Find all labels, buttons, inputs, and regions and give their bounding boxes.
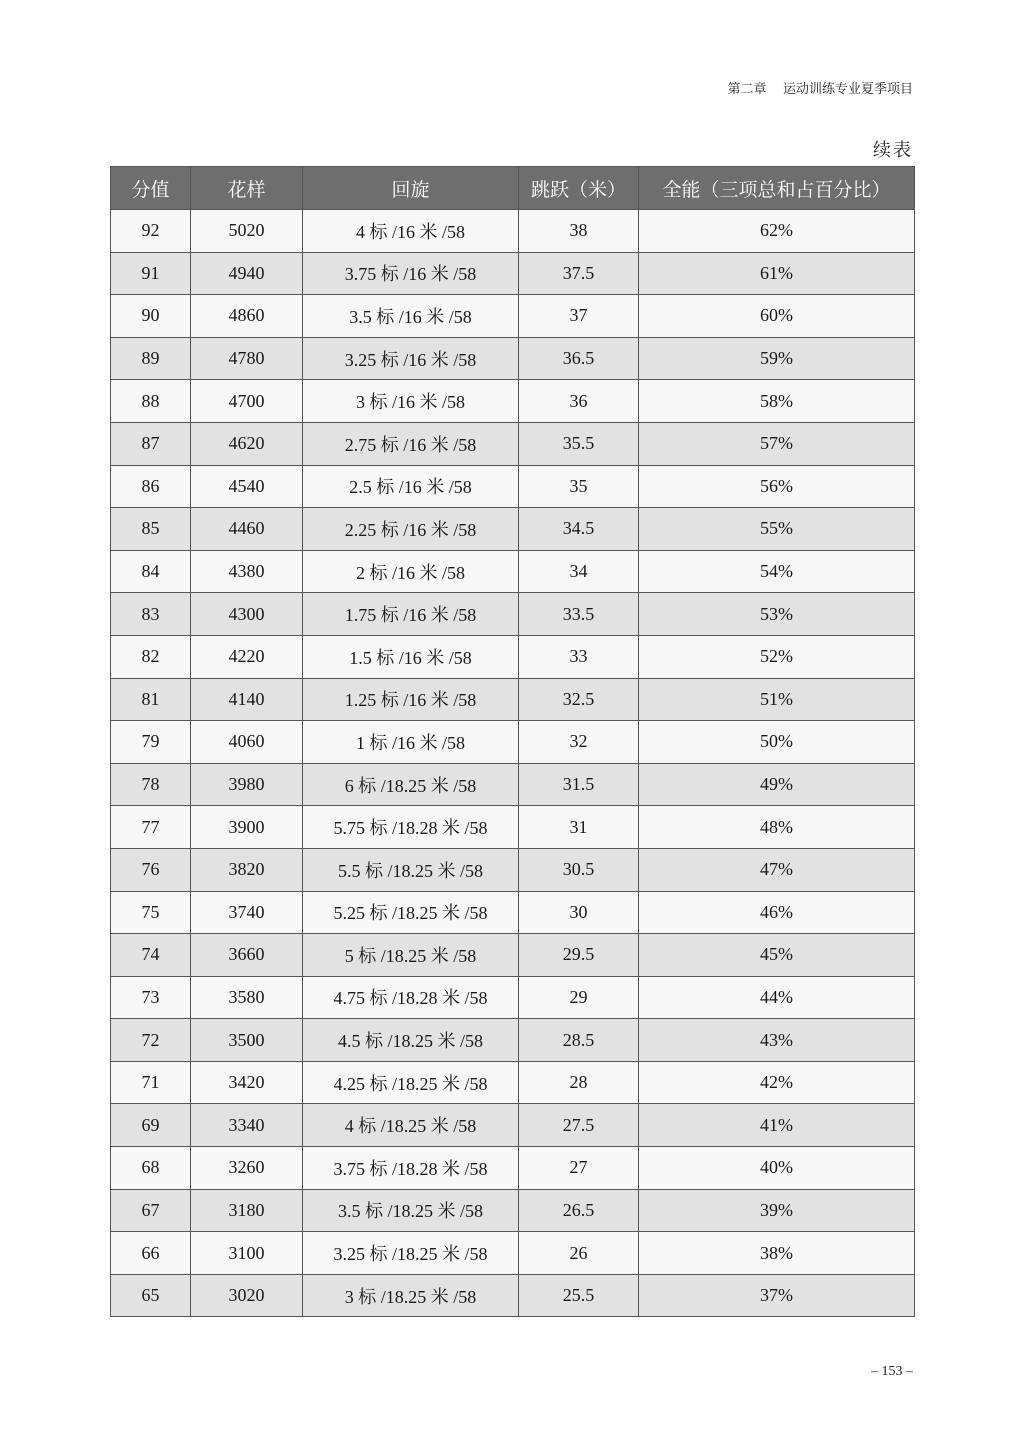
table-row (111, 380, 915, 423)
cell-score: 67 (111, 1189, 191, 1232)
cell-overall: 58% (639, 380, 915, 423)
cell-score: 90 (111, 295, 191, 338)
cell-score: 89 (111, 337, 191, 380)
cell-slalom: 3.5 标 /18.25 米 /58 (303, 1189, 519, 1232)
cell-freestyle: 4220 (191, 635, 303, 678)
table-row (111, 891, 915, 934)
cell-overall: 47% (639, 848, 915, 891)
cell-slalom: 4.25 标 /18.25 米 /58 (303, 1061, 519, 1104)
table-row (111, 934, 915, 977)
cell-score: 77 (111, 806, 191, 849)
cell-score: 75 (111, 891, 191, 934)
table-row (111, 806, 915, 849)
cell-freestyle: 3500 (191, 1019, 303, 1062)
cell-jump: 37 (519, 295, 639, 338)
cell-jump: 34.5 (519, 508, 639, 551)
cell-jump: 34 (519, 550, 639, 593)
cell-score: 65 (111, 1274, 191, 1317)
cell-overall: 44% (639, 976, 915, 1019)
cell-score: 82 (111, 635, 191, 678)
cell-overall: 42% (639, 1061, 915, 1104)
cell-overall: 60% (639, 295, 915, 338)
cell-score: 87 (111, 422, 191, 465)
cell-overall: 49% (639, 763, 915, 806)
continuation-label: 续表 (873, 140, 913, 161)
cell-overall: 37% (639, 1274, 915, 1317)
cell-jump: 37.5 (519, 252, 639, 295)
table-row (111, 1061, 915, 1104)
cell-freestyle: 3900 (191, 806, 303, 849)
cell-slalom: 4 标 /16 米 /58 (303, 210, 519, 253)
table-row (111, 210, 915, 253)
column-header-slalom: 回旋 (303, 167, 519, 210)
table-row (111, 678, 915, 721)
cell-freestyle: 3260 (191, 1147, 303, 1190)
table-row (111, 763, 915, 806)
table-row (111, 337, 915, 380)
column-header-jump: 跳跃（米） (519, 167, 639, 210)
chapter-title: 运动训练专业夏季项目 (782, 82, 913, 97)
cell-freestyle: 4620 (191, 422, 303, 465)
cell-overall: 38% (639, 1232, 915, 1275)
table-row (111, 1147, 915, 1190)
cell-overall: 51% (639, 678, 915, 721)
cell-overall: 55% (639, 508, 915, 551)
cell-score: 84 (111, 550, 191, 593)
column-header-freestyle: 花样 (191, 167, 303, 210)
cell-score: 83 (111, 593, 191, 636)
cell-slalom: 5.75 标 /18.28 米 /58 (303, 806, 519, 849)
cell-jump: 31 (519, 806, 639, 849)
cell-slalom: 1.25 标 /16 米 /58 (303, 678, 519, 721)
cell-freestyle: 3660 (191, 934, 303, 977)
cell-overall: 48% (639, 806, 915, 849)
cell-freestyle: 4700 (191, 380, 303, 423)
cell-score: 91 (111, 252, 191, 295)
cell-freestyle: 4860 (191, 295, 303, 338)
cell-slalom: 2.75 标 /16 米 /58 (303, 422, 519, 465)
cell-score: 74 (111, 934, 191, 977)
cell-freestyle: 4780 (191, 337, 303, 380)
cell-score: 76 (111, 848, 191, 891)
cell-score: 79 (111, 721, 191, 764)
cell-jump: 25.5 (519, 1274, 639, 1317)
cell-slalom: 3.25 标 /16 米 /58 (303, 337, 519, 380)
cell-jump: 26 (519, 1232, 639, 1275)
cell-overall: 39% (639, 1189, 915, 1232)
cell-slalom: 3.5 标 /16 米 /58 (303, 295, 519, 338)
cell-freestyle: 3180 (191, 1189, 303, 1232)
cell-score: 78 (111, 763, 191, 806)
cell-jump: 36.5 (519, 337, 639, 380)
cell-score: 66 (111, 1232, 191, 1275)
table-row (111, 508, 915, 551)
cell-slalom: 1 标 /16 米 /58 (303, 721, 519, 764)
cell-jump: 26.5 (519, 1189, 639, 1232)
table-row (111, 976, 915, 1019)
column-header-overall: 全能（三项总和占百分比） (639, 167, 915, 210)
cell-score: 92 (111, 210, 191, 253)
cell-freestyle: 3980 (191, 763, 303, 806)
table-row (111, 1189, 915, 1232)
cell-freestyle: 3340 (191, 1104, 303, 1147)
cell-freestyle: 4300 (191, 593, 303, 636)
cell-jump: 35.5 (519, 422, 639, 465)
cell-slalom: 5 标 /18.25 米 /58 (303, 934, 519, 977)
cell-jump: 32.5 (519, 678, 639, 721)
cell-freestyle: 3820 (191, 848, 303, 891)
cell-jump: 35 (519, 465, 639, 508)
cell-score: 71 (111, 1061, 191, 1104)
cell-score: 86 (111, 465, 191, 508)
cell-freestyle: 4940 (191, 252, 303, 295)
cell-slalom: 1.5 标 /16 米 /58 (303, 635, 519, 678)
cell-slalom: 3.75 标 /18.28 米 /58 (303, 1147, 519, 1190)
cell-slalom: 4.75 标 /18.28 米 /58 (303, 976, 519, 1019)
cell-slalom: 4 标 /18.25 米 /58 (303, 1104, 519, 1147)
cell-slalom: 1.75 标 /16 米 /58 (303, 593, 519, 636)
cell-jump: 33 (519, 635, 639, 678)
cell-jump: 33.5 (519, 593, 639, 636)
table-row (111, 635, 915, 678)
cell-slalom: 3 标 /16 米 /58 (303, 380, 519, 423)
cell-slalom: 2.5 标 /16 米 /58 (303, 465, 519, 508)
cell-jump: 29 (519, 976, 639, 1019)
table-row (111, 593, 915, 636)
score-table (110, 166, 915, 1317)
cell-jump: 31.5 (519, 763, 639, 806)
cell-jump: 27.5 (519, 1104, 639, 1147)
column-header-score: 分值 (111, 167, 191, 210)
cell-score: 81 (111, 678, 191, 721)
cell-freestyle: 3020 (191, 1274, 303, 1317)
table-row (111, 1274, 915, 1317)
running-header (727, 78, 913, 97)
cell-freestyle: 4460 (191, 508, 303, 551)
cell-overall: 61% (639, 252, 915, 295)
cell-overall: 52% (639, 635, 915, 678)
chapter-number: 第二章 (727, 82, 767, 97)
cell-overall: 41% (639, 1104, 915, 1147)
cell-slalom: 3.25 标 /18.25 米 /58 (303, 1232, 519, 1275)
cell-overall: 45% (639, 934, 915, 977)
cell-jump: 29.5 (519, 934, 639, 977)
cell-score: 88 (111, 380, 191, 423)
cell-freestyle: 3420 (191, 1061, 303, 1104)
cell-score: 72 (111, 1019, 191, 1062)
cell-overall: 56% (639, 465, 915, 508)
cell-freestyle: 4540 (191, 465, 303, 508)
cell-slalom: 2.25 标 /16 米 /58 (303, 508, 519, 551)
cell-overall: 43% (639, 1019, 915, 1062)
cell-jump: 32 (519, 721, 639, 764)
cell-overall: 46% (639, 891, 915, 934)
cell-score: 68 (111, 1147, 191, 1190)
table-header-row (111, 167, 915, 210)
cell-overall: 50% (639, 721, 915, 764)
cell-freestyle: 5020 (191, 210, 303, 253)
table-row (111, 422, 915, 465)
cell-jump: 27 (519, 1147, 639, 1190)
cell-score: 69 (111, 1104, 191, 1147)
cell-slalom: 6 标 /18.25 米 /58 (303, 763, 519, 806)
cell-freestyle: 4060 (191, 721, 303, 764)
table-row (111, 295, 915, 338)
cell-overall: 57% (639, 422, 915, 465)
cell-slalom: 4.5 标 /18.25 米 /58 (303, 1019, 519, 1062)
cell-overall: 54% (639, 550, 915, 593)
cell-slalom: 5.25 标 /18.25 米 /58 (303, 891, 519, 934)
cell-slalom: 2 标 /16 米 /58 (303, 550, 519, 593)
table-row (111, 1104, 915, 1147)
cell-freestyle: 4380 (191, 550, 303, 593)
table-row (111, 1232, 915, 1275)
table-row (111, 848, 915, 891)
table-row (111, 1019, 915, 1062)
table-row (111, 721, 915, 764)
cell-jump: 38 (519, 210, 639, 253)
cell-freestyle: 3100 (191, 1232, 303, 1275)
cell-score: 85 (111, 508, 191, 551)
cell-overall: 62% (639, 210, 915, 253)
cell-jump: 30.5 (519, 848, 639, 891)
cell-jump: 36 (519, 380, 639, 423)
cell-slalom: 5.5 标 /18.25 米 /58 (303, 848, 519, 891)
cell-overall: 53% (639, 593, 915, 636)
cell-slalom: 3 标 /18.25 米 /58 (303, 1274, 519, 1317)
cell-jump: 30 (519, 891, 639, 934)
table-row (111, 252, 915, 295)
cell-freestyle: 4140 (191, 678, 303, 721)
cell-slalom: 3.75 标 /16 米 /58 (303, 252, 519, 295)
table-row (111, 550, 915, 593)
cell-freestyle: 3740 (191, 891, 303, 934)
table-row (111, 465, 915, 508)
cell-freestyle: 3580 (191, 976, 303, 1019)
page-number: – 153 – (871, 1364, 913, 1379)
cell-overall: 59% (639, 337, 915, 380)
cell-jump: 28 (519, 1061, 639, 1104)
cell-overall: 40% (639, 1147, 915, 1190)
cell-score: 73 (111, 976, 191, 1019)
cell-jump: 28.5 (519, 1019, 639, 1062)
